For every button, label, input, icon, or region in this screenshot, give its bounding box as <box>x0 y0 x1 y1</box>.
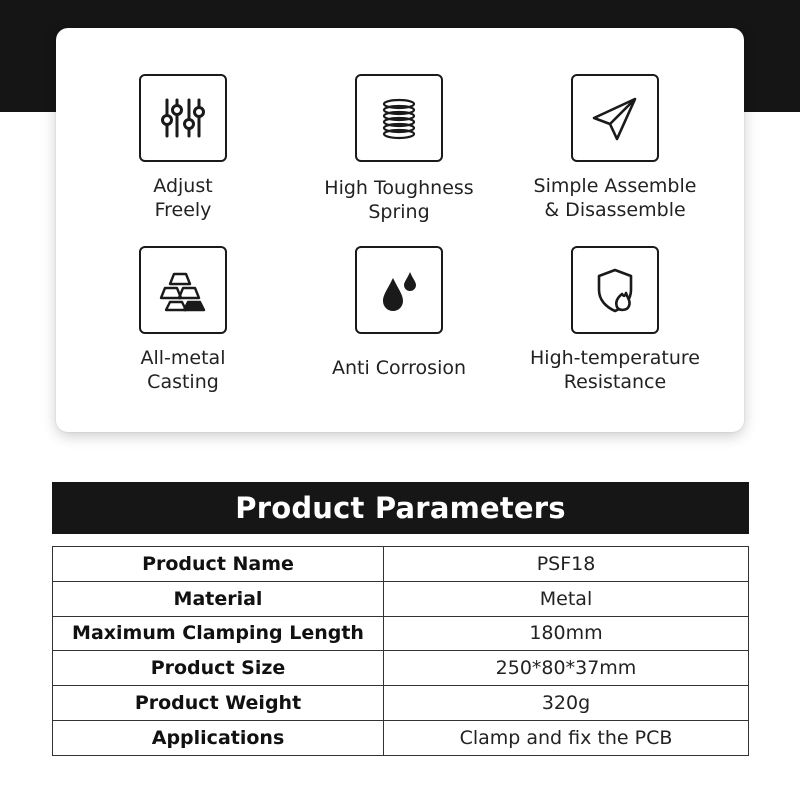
feature-label: Adjust Freely <box>153 175 213 221</box>
metal-ingots-icon <box>139 246 227 334</box>
param-name: Product Size <box>53 651 384 686</box>
water-drops-icon <box>355 246 443 334</box>
feature-label: All-metal Casting <box>140 347 226 393</box>
param-value: Clamp and fix the PCB <box>384 720 749 755</box>
parameters-title: Product Parameters <box>52 482 749 534</box>
sliders-icon <box>139 74 227 162</box>
param-value: 320g <box>384 686 749 721</box>
features-card <box>56 28 744 432</box>
feature-label: Anti Corrosion <box>331 357 467 379</box>
parameters-table <box>52 546 749 756</box>
feature-label: High Toughness Spring <box>324 177 474 223</box>
table-row <box>53 581 749 616</box>
param-value: Metal <box>384 581 749 616</box>
table-row <box>53 547 749 582</box>
table-row <box>53 720 749 755</box>
table-row <box>53 651 749 686</box>
paper-plane-icon <box>571 74 659 162</box>
param-name: Product Name <box>53 547 384 582</box>
feature-label: Simple Assemble & Disassemble <box>533 175 697 221</box>
table-row <box>53 616 749 651</box>
shield-fire-icon <box>571 246 659 334</box>
param-value: PSF18 <box>384 547 749 582</box>
param-value: 250*80*37mm <box>384 651 749 686</box>
param-name: Maximum Clamping Length <box>53 616 384 651</box>
param-name: Material <box>53 581 384 616</box>
table-row <box>53 686 749 721</box>
feature-label: High-temperature Resistance <box>530 347 700 393</box>
param-name: Applications <box>53 720 384 755</box>
spring-icon <box>355 74 443 162</box>
param-value: 180mm <box>384 616 749 651</box>
param-name: Product Weight <box>53 686 384 721</box>
